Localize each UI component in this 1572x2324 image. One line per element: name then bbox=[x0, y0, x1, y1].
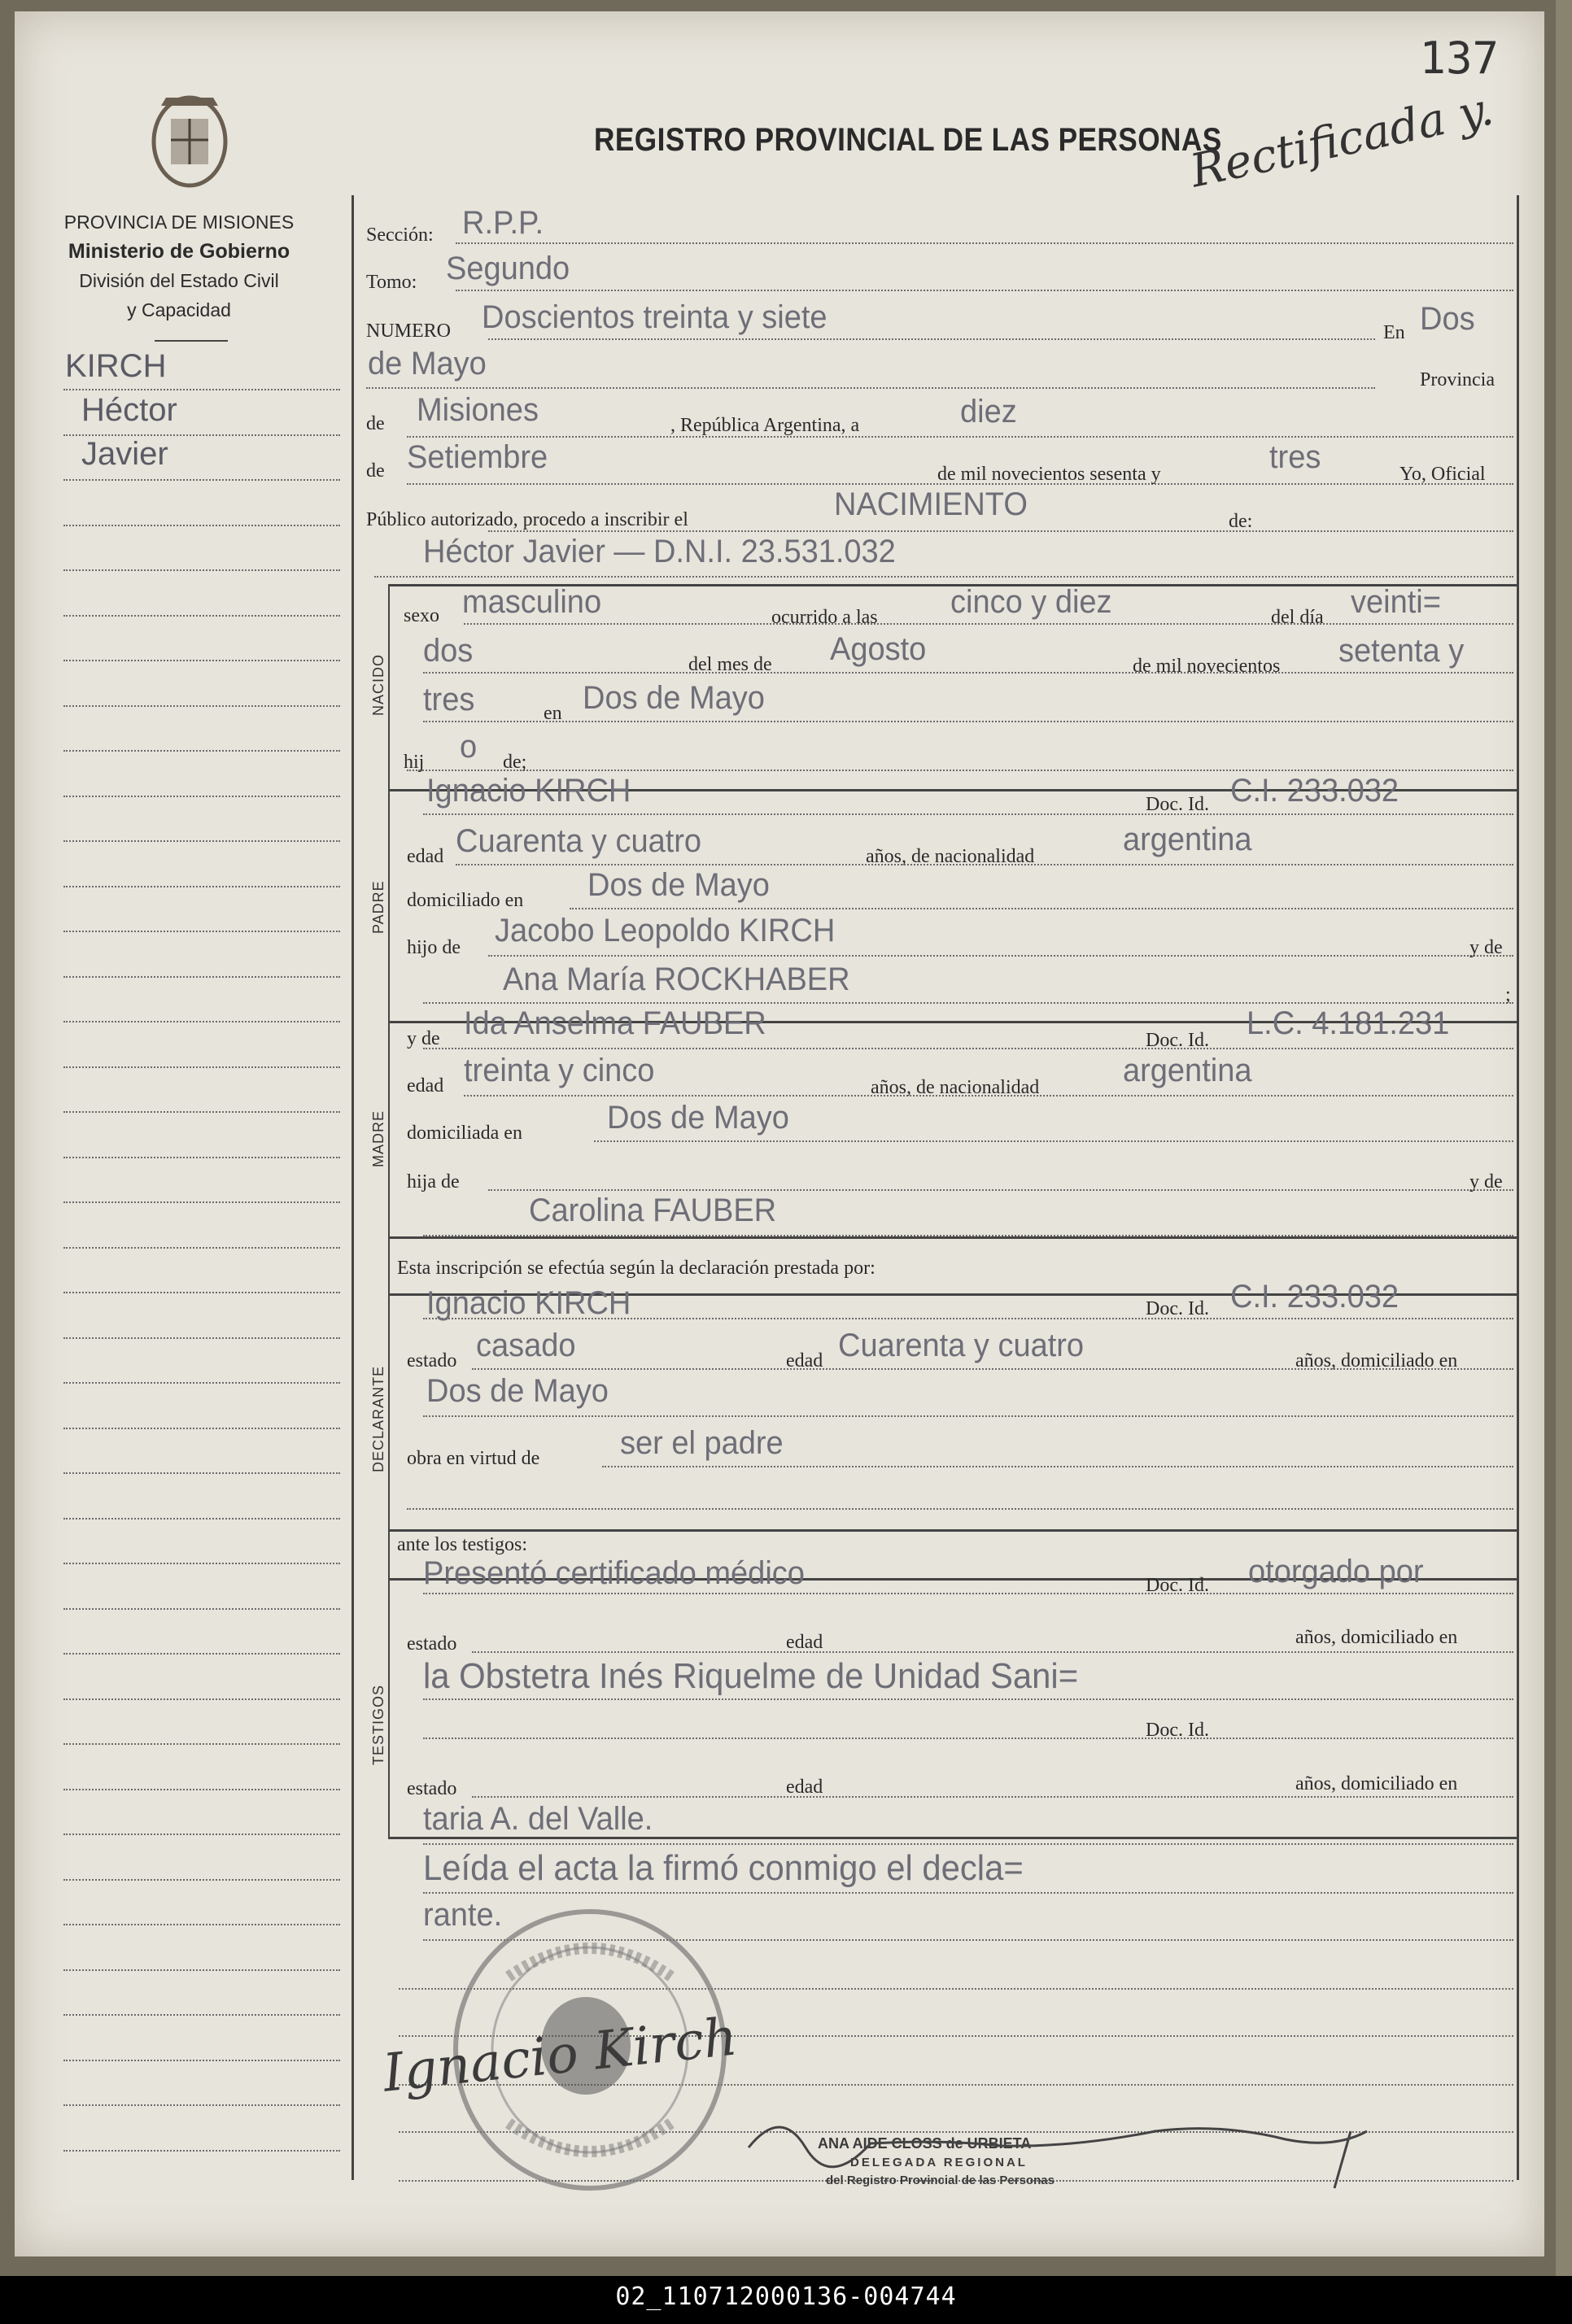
numero-label: NUMERO bbox=[366, 320, 452, 342]
form-rule bbox=[407, 770, 1513, 771]
form-rule bbox=[472, 1796, 1513, 1798]
seccion-value: R.P.P. bbox=[462, 205, 544, 241]
padre-doc-label: Doc. Id. bbox=[1146, 794, 1209, 815]
madre-doc-label: Doc. Id. bbox=[1146, 1030, 1209, 1051]
margin-rule bbox=[63, 1021, 340, 1022]
form-rule bbox=[456, 290, 1513, 291]
madre-doc-value: L.C. 4.181.231 bbox=[1247, 1005, 1450, 1041]
image-caption: 02_110712000136-004744 bbox=[615, 2283, 957, 2311]
margin-first-name: Héctor bbox=[81, 392, 177, 428]
margin-rule bbox=[63, 1789, 340, 1790]
sexo-label: sexo bbox=[404, 605, 439, 626]
madre-nac-label: años, de nacionalidad bbox=[871, 1077, 1040, 1098]
form-rule bbox=[423, 1048, 1513, 1049]
declaracion-label: Esta inscripción se efectúa según la declaración prestada por: bbox=[397, 1258, 876, 1279]
hora-value: cinco y diez bbox=[950, 584, 1112, 620]
en-low-label: en bbox=[544, 703, 562, 724]
margin-rule bbox=[63, 434, 340, 436]
margin-rule bbox=[63, 1833, 340, 1835]
form-rule bbox=[570, 908, 1513, 909]
decl-obra-label: obra en virtud de bbox=[407, 1448, 540, 1469]
sexo-value: masculino bbox=[462, 584, 602, 620]
decl-estado-label: estado bbox=[407, 1350, 457, 1371]
test-dom-label-2: años, domiciliado en bbox=[1295, 1773, 1458, 1794]
del-mes-label: del mes de bbox=[688, 654, 772, 675]
margin-rule bbox=[63, 2150, 340, 2152]
decl-obra-value: ser el padre bbox=[620, 1425, 784, 1461]
form-rule bbox=[423, 1738, 1513, 1739]
margin-rule bbox=[63, 796, 340, 797]
form-rule bbox=[602, 1466, 1513, 1467]
margin-rule bbox=[63, 479, 340, 481]
margin-rule bbox=[63, 976, 340, 978]
de-colon-label: de: bbox=[1229, 511, 1253, 532]
madre-edad-value: treinta y cinco bbox=[464, 1053, 655, 1088]
semicolon-label: ; bbox=[1505, 984, 1511, 1005]
division-label: División del Estado Civil bbox=[79, 270, 279, 291]
margin-rule bbox=[63, 1743, 340, 1745]
form-rule bbox=[423, 1002, 1513, 1004]
mes-value: Setiembre bbox=[407, 439, 548, 475]
provincia-label: Provincia bbox=[1420, 369, 1495, 390]
form-rule bbox=[423, 1235, 1513, 1236]
decl-doc-label: Doc. Id. bbox=[1146, 1298, 1209, 1319]
madre-hija-value-2: Carolina FAUBER bbox=[529, 1193, 777, 1228]
form-rule bbox=[366, 387, 1375, 389]
ocurrido-label: ocurrido a las bbox=[771, 607, 878, 628]
form-rule bbox=[423, 1892, 1513, 1894]
declarante-signature: Ignacio Kirch bbox=[380, 2007, 740, 2104]
test-estado-label-2: estado bbox=[407, 1778, 457, 1799]
madre-dom-value: Dos de Mayo bbox=[607, 1100, 789, 1136]
margin-rule bbox=[63, 660, 340, 661]
decl-edad-label: edad bbox=[786, 1350, 823, 1371]
de-label-2: de bbox=[366, 460, 385, 482]
margin-rule bbox=[63, 1608, 340, 1610]
anio-nac-value-2: tres bbox=[423, 682, 475, 717]
test-doc-label-1: Doc. Id. bbox=[1146, 1575, 1209, 1596]
padre-hijo-value: Jacobo Leopoldo KIRCH bbox=[495, 913, 836, 948]
test-1-doc-value: otorgado por bbox=[1248, 1554, 1424, 1589]
madre-nombre-value: Ida Anselma FAUBER bbox=[464, 1005, 766, 1041]
lugar-value: de Mayo bbox=[368, 346, 487, 382]
book-spine bbox=[1556, 0, 1572, 2324]
main-right-border bbox=[1517, 195, 1519, 2180]
acto-value: NACIMIENTO bbox=[834, 486, 1028, 522]
madre-nac-value: argentina bbox=[1123, 1053, 1252, 1088]
decl-dom-value: Dos de Mayo bbox=[426, 1373, 609, 1409]
anio-nac-value-1: setenta y bbox=[1338, 633, 1465, 669]
form-rule bbox=[374, 576, 1513, 578]
margin-rule bbox=[63, 615, 340, 617]
mes-nac-value: Agosto bbox=[830, 631, 927, 667]
form-rule bbox=[407, 436, 1513, 438]
form-rule bbox=[423, 1415, 1513, 1417]
header-divider bbox=[155, 340, 228, 342]
test-2-value: la Obstetra Inés Riquelme de Unidad Sani= bbox=[423, 1656, 1079, 1696]
declarante-bottom bbox=[388, 1529, 1517, 1532]
form-rule bbox=[464, 623, 1513, 625]
republica-label: , República Argentina, a bbox=[670, 415, 860, 436]
tomo-value: Segundo bbox=[446, 251, 570, 286]
padre-nac-value: argentina bbox=[1123, 822, 1252, 857]
padre-edad-label: edad bbox=[407, 846, 444, 867]
padre-nombre-value: Ignacio KIRCH bbox=[426, 773, 631, 809]
madre-y-de-label-2: y de bbox=[1469, 1171, 1503, 1193]
de-label-1: de bbox=[366, 413, 385, 434]
margin-rule bbox=[63, 2014, 340, 2016]
margin-rule bbox=[63, 1066, 340, 1068]
margin-rule bbox=[63, 1563, 340, 1564]
decl-estado-value: casado bbox=[476, 1328, 576, 1363]
capacity-label: y Capacidad bbox=[127, 299, 231, 320]
rante-value: rante. bbox=[423, 1897, 503, 1933]
form-rule bbox=[423, 721, 1513, 722]
de-semi-label: de; bbox=[503, 752, 527, 773]
oficial-org: del Registro Provincial de las Personas bbox=[826, 2174, 1055, 2187]
side-label-declarante: DECLARANTE bbox=[370, 1365, 386, 1472]
test-edad-label-1: edad bbox=[786, 1632, 823, 1653]
padre-doc-value: C.I. 233.032 bbox=[1230, 773, 1400, 809]
form-rule bbox=[472, 1651, 1513, 1653]
test-estado-label-1: estado bbox=[407, 1633, 457, 1655]
side-label-testigos: TESTIGOS bbox=[370, 1684, 386, 1765]
side-label-madre: MADRE bbox=[370, 1110, 386, 1167]
margin-rule bbox=[63, 1924, 340, 1925]
margin-rule bbox=[63, 1428, 340, 1429]
margin-rule bbox=[63, 886, 340, 887]
en-value: Dos bbox=[1420, 301, 1475, 337]
margin-rule bbox=[63, 1201, 340, 1203]
form-rule bbox=[488, 955, 1513, 957]
left-header bbox=[33, 207, 325, 325]
padre-edad-value: Cuarenta y cuatro bbox=[456, 823, 702, 859]
hij-label: hij bbox=[404, 752, 425, 773]
margin-rule bbox=[63, 1382, 340, 1384]
padre-madre-value: Ana María ROCKHABER bbox=[503, 961, 850, 997]
margin-surname: KIRCH bbox=[65, 348, 167, 384]
de-mil-label: de mil novecientos sesenta y bbox=[937, 464, 1161, 485]
form-rule bbox=[594, 1140, 1513, 1142]
nombre-value: Héctor Javier — D.N.I. 23.531.032 bbox=[423, 534, 896, 569]
padre-y-de-label: y de bbox=[1469, 937, 1503, 958]
form-rule bbox=[423, 1843, 1513, 1845]
margin-rule bbox=[63, 931, 340, 932]
rectificada-annotation: Rectificada y. bbox=[1186, 82, 1498, 198]
margin-rule bbox=[63, 1698, 340, 1700]
publico-label: Público autorizado, procedo a inscribir el bbox=[366, 509, 688, 530]
oficial-name: ANA AIDE CLOSS de URBIETA bbox=[818, 2135, 1032, 2152]
page-number: 137 bbox=[1419, 33, 1499, 84]
province-label: PROVINCIA DE MISIONES bbox=[63, 211, 295, 233]
margin-rule bbox=[63, 525, 340, 526]
margin-rule bbox=[63, 1472, 340, 1474]
de-mil-nov-label: de mil novecientos bbox=[1133, 656, 1281, 677]
margin-rule bbox=[63, 1653, 340, 1655]
margin-rule bbox=[63, 1518, 340, 1520]
decl-dom-label: años, domiciliado en bbox=[1295, 1350, 1458, 1371]
madre-dom-label: domiciliada en bbox=[407, 1123, 522, 1144]
document-title: REGISTRO PROVINCIAL DE LAS PERSONAS bbox=[594, 122, 1222, 158]
ministry-label: Ministerio de Gobierno bbox=[68, 240, 290, 263]
margin-rule bbox=[63, 2104, 340, 2106]
dia-value: diez bbox=[960, 394, 1017, 429]
madre-edad-label: edad bbox=[407, 1075, 444, 1097]
margin-rule bbox=[63, 840, 340, 842]
test-1-value: Presentó certificado médico bbox=[423, 1555, 805, 1591]
margin-rule bbox=[63, 750, 340, 752]
test-edad-label-2: edad bbox=[786, 1777, 823, 1798]
form-rule bbox=[423, 1593, 1513, 1594]
form-rule bbox=[423, 1698, 1513, 1700]
decl-nombre-value: Ignacio KIRCH bbox=[426, 1285, 631, 1321]
padre-dom-label: domiciliado en bbox=[407, 890, 524, 911]
margin-rule bbox=[63, 705, 340, 707]
tomo-label: Tomo: bbox=[366, 272, 417, 293]
form-rule bbox=[423, 813, 1513, 815]
test-3-value: taria A. del Valle. bbox=[423, 1801, 653, 1837]
lugar-nac-value: Dos de Mayo bbox=[583, 680, 765, 716]
madre-y-de-label: y de bbox=[407, 1028, 440, 1049]
anio-value: tres bbox=[1269, 439, 1321, 475]
oficial-title: DELEGADA REGIONAL bbox=[850, 2156, 1028, 2169]
main-left-border bbox=[352, 195, 354, 2180]
margin-rule bbox=[63, 1969, 340, 1971]
madre-bottom bbox=[388, 1236, 1517, 1239]
en-label: En bbox=[1383, 322, 1405, 343]
margin-rule bbox=[63, 1292, 340, 1293]
form-rule bbox=[488, 1189, 1513, 1191]
margin-rule bbox=[63, 2060, 340, 2061]
margin-rule bbox=[63, 1111, 340, 1113]
form-rule bbox=[423, 672, 1513, 674]
hij-vocal-value: o bbox=[460, 729, 478, 765]
decl-edad-value: Cuarenta y cuatro bbox=[838, 1328, 1085, 1363]
margin-rule bbox=[63, 569, 340, 571]
padre-dom-value: Dos de Mayo bbox=[587, 867, 770, 903]
oficial-signature-scrawl bbox=[732, 2099, 1465, 2196]
ante-label: ante los testigos: bbox=[397, 1534, 527, 1555]
margin-rule bbox=[63, 389, 340, 390]
form-rule bbox=[456, 242, 1513, 244]
margin-rule bbox=[63, 1337, 340, 1339]
form-rule bbox=[407, 1508, 1513, 1510]
padre-nac-label: años, de nacionalidad bbox=[866, 846, 1035, 867]
yo-oficial-label: Yo, Oficial bbox=[1400, 464, 1486, 485]
side-label-padre: PADRE bbox=[370, 880, 386, 934]
form-rule bbox=[488, 338, 1375, 340]
margin-second-name: Javier bbox=[81, 436, 168, 472]
province-emblem-icon bbox=[145, 91, 234, 197]
madre-hija-label: hija de bbox=[407, 1171, 460, 1193]
decl-doc-value: C.I. 233.032 bbox=[1230, 1279, 1400, 1315]
provincia-value: Misiones bbox=[417, 392, 539, 428]
padre-hijo-label: hijo de bbox=[407, 937, 461, 958]
test-doc-label-2: Doc. Id. bbox=[1146, 1720, 1209, 1741]
dia-nac-value-2: dos bbox=[423, 633, 474, 669]
seccion-label: Sección: bbox=[366, 225, 434, 246]
margin-rule bbox=[63, 1157, 340, 1158]
side-label-nacido: NACIDO bbox=[370, 653, 386, 716]
margin-rule bbox=[63, 1879, 340, 1881]
test-dom-label-1: años, domiciliado en bbox=[1295, 1627, 1458, 1648]
numero-value: Doscientos treinta y siete bbox=[482, 299, 827, 335]
dia-nac-value-1: veinti= bbox=[1351, 584, 1441, 620]
leida-value: Leída el acta la firmó conmigo el decla= bbox=[423, 1848, 1024, 1888]
del-dia-label: del día bbox=[1271, 607, 1324, 628]
margin-rule bbox=[63, 1247, 340, 1249]
section-border bbox=[388, 584, 390, 1837]
